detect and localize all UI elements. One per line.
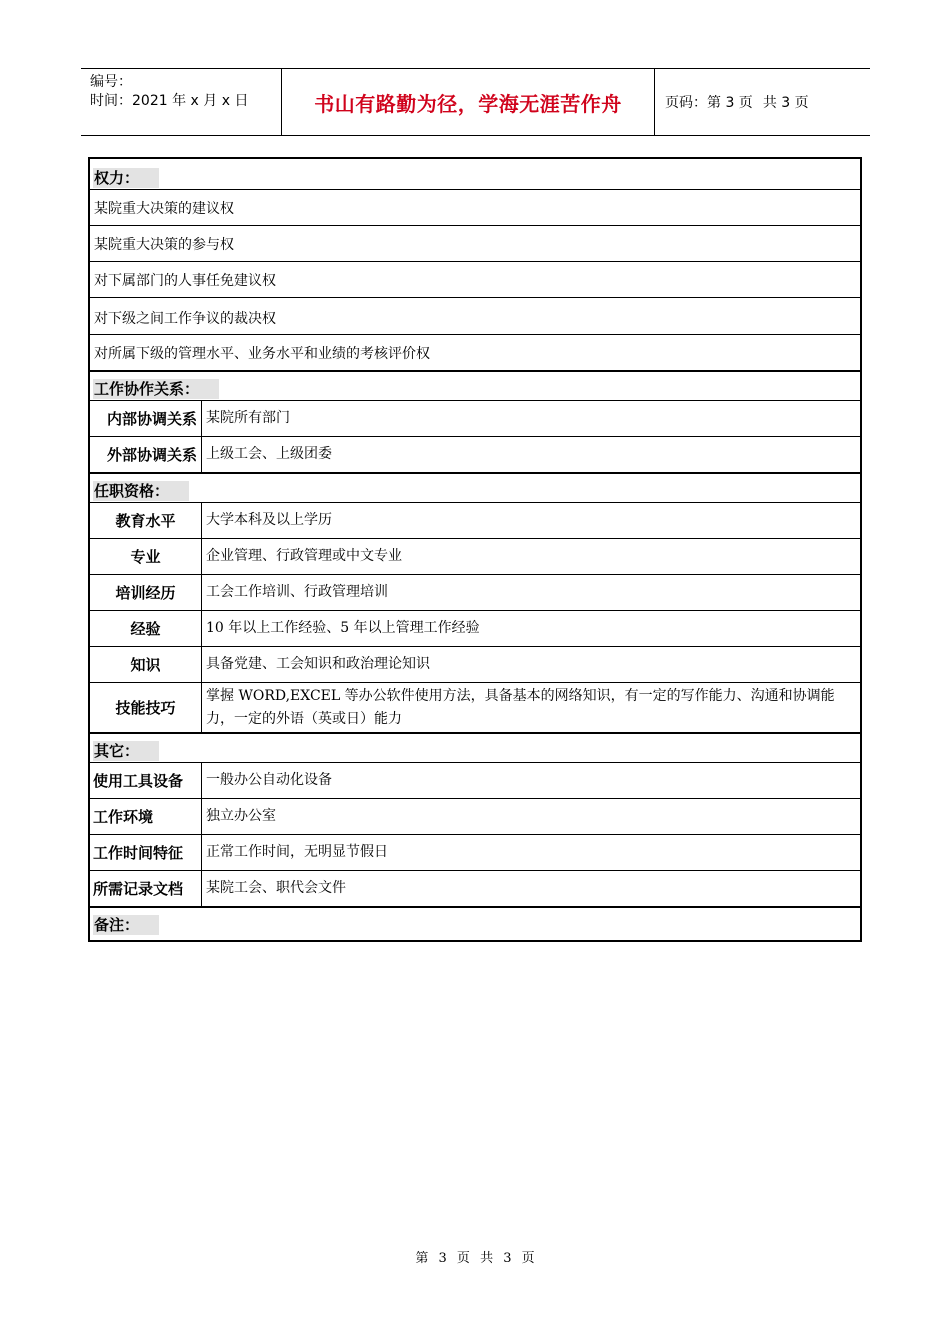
power-item: 对所属下级的管理水平、业务水平和业绩的考核评价权 (94, 345, 430, 362)
footer-word: 共 (480, 1251, 494, 1266)
section-remark-header (90, 906, 860, 940)
other-value: 独立办公室 (206, 808, 276, 824)
cooperation-label: 内部协调关系 (90, 401, 202, 436)
section-title: 工作协作关系： (93, 379, 219, 399)
header-motto: 书山有路勤为径，学海无涯苦作舟 (282, 69, 655, 135)
qualification-label: 专业 (90, 539, 202, 574)
table-row (90, 400, 860, 436)
page-header (81, 68, 870, 136)
qualification-value: 掌握 WORD,EXCEL 等办公软件使用方法，具备基本的网络知识，有一定的写作能力、沟通和协调能力，一定的外语（英或日）能力 (206, 687, 835, 727)
other-value: 某院工会、职代会文件 (206, 880, 346, 896)
section-other-header (90, 732, 860, 762)
other-label: 工作时间特征 (90, 835, 202, 870)
section-title: 任职资格： (93, 481, 189, 501)
qualification-value: 工会工作培训、行政管理培训 (206, 584, 388, 600)
other-label: 所需记录文档 (90, 871, 202, 906)
power-item: 某院重大决策的建议权 (94, 200, 234, 217)
table-row (90, 870, 860, 906)
footer-word: 页 (521, 1251, 535, 1266)
section-title: 备注： (93, 915, 159, 935)
other-label: 使用工具设备 (90, 763, 202, 798)
section-qualification-header (90, 472, 860, 502)
qualification-value: 10 年以上工作经验、5 年以上管理工作经验 (206, 620, 480, 636)
table-row (90, 502, 860, 538)
header-page-info (655, 69, 870, 135)
footer-word: 第 (415, 1251, 429, 1266)
header-meta (81, 69, 282, 135)
page-footer (0, 1247, 950, 1266)
table-row (90, 436, 860, 472)
power-item: 对下属部门的人事任免建议权 (94, 272, 276, 289)
table-row (90, 762, 860, 798)
section-title: 权力： (93, 168, 159, 188)
section-cooperation-header (90, 370, 860, 400)
qualification-label: 教育水平 (90, 503, 202, 538)
table-row (90, 334, 860, 370)
footer-total-number: 3 (503, 1251, 512, 1266)
table-row (90, 538, 860, 574)
footer-word: 页 (456, 1251, 470, 1266)
cooperation-value: 某院所有部门 (206, 410, 290, 426)
table-row (90, 798, 860, 834)
qualification-label: 经验 (90, 611, 202, 646)
qualification-label: 知识 (90, 647, 202, 682)
qualification-value: 大学本科及以上学历 (206, 512, 332, 528)
other-label: 工作环境 (90, 799, 202, 834)
qualification-value: 具备党建、工会知识和政治理论知识 (206, 656, 430, 672)
qualification-value: 企业管理、行政管理或中文专业 (206, 548, 402, 564)
power-item: 对下级之间工作争议的裁决权 (94, 311, 276, 327)
job-description-table (88, 157, 862, 942)
other-value: 一般办公自动化设备 (206, 772, 332, 788)
footer-page-number: 3 (438, 1251, 447, 1266)
doc-number-label: 编号： (90, 74, 132, 90)
table-row (90, 610, 860, 646)
section-title: 其它： (93, 741, 159, 761)
table-row (90, 189, 860, 225)
table-row (90, 574, 860, 610)
table-row (90, 297, 860, 334)
table-row (90, 682, 860, 732)
doc-date-label: 时间：2021 年 x 月 x 日 (90, 93, 249, 109)
section-power-header (90, 159, 860, 189)
table-row (90, 834, 860, 870)
qualification-label: 技能技巧 (90, 683, 202, 732)
other-value: 正常工作时间，无明显节假日 (206, 844, 388, 860)
header-page-label: 页码：第 3 页 (665, 95, 753, 111)
header-total-label: 共 3 页 (762, 95, 809, 111)
power-item: 某院重大决策的参与权 (94, 236, 234, 253)
cooperation-value: 上级工会、上级团委 (206, 446, 332, 462)
qualification-label: 培训经历 (90, 575, 202, 610)
table-row (90, 646, 860, 682)
table-row (90, 261, 860, 297)
table-row (90, 225, 860, 261)
cooperation-label: 外部协调关系 (90, 437, 202, 472)
